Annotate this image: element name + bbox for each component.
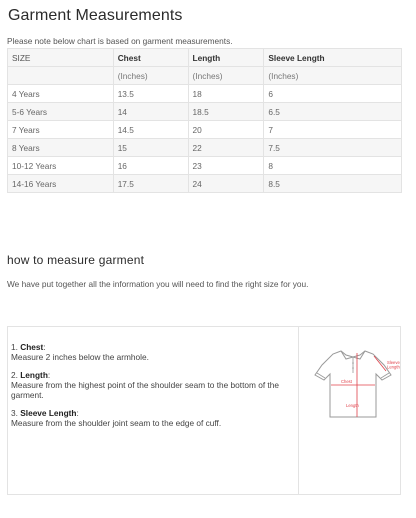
cell-size: 14-16 Years xyxy=(8,175,114,193)
chart-note: Please note below chart is based on garment measurements. xyxy=(7,36,233,46)
cell-size: 7 Years xyxy=(8,121,114,139)
step-number: 2. xyxy=(11,370,18,380)
measurement-steps xyxy=(11,342,291,436)
cell-size: 4 Years xyxy=(8,85,114,103)
cell-length: 23 xyxy=(188,157,264,175)
cell-length: 18 xyxy=(188,85,264,103)
step-label-suffix: : xyxy=(76,408,79,418)
how-to-measure-heading: how to measure garment xyxy=(7,253,145,267)
header-size: SIZE xyxy=(8,49,114,67)
step-text: Measure from the highest point of the shoulder seam to the bottom of the garment. xyxy=(11,380,279,400)
cell-chest: 14 xyxy=(113,103,188,121)
cell-chest: 15 xyxy=(113,139,188,157)
step-number: 3. xyxy=(11,408,18,418)
cell-chest: 13.5 xyxy=(113,85,188,103)
table-units-row xyxy=(8,67,402,85)
table-row xyxy=(8,175,402,193)
cell-sleeve-length: 8.5 xyxy=(264,175,402,193)
size-chart-table xyxy=(7,48,402,193)
unit-sleeve-length: (Inches) xyxy=(264,67,402,85)
page-title: Garment Measurements xyxy=(8,7,183,24)
cell-length: 18.5 xyxy=(188,103,264,121)
cell-size: 10-12 Years xyxy=(8,157,114,175)
cell-sleeve-length: 6 xyxy=(264,85,402,103)
table-row xyxy=(8,103,402,121)
step-text: Measure from the shoulder joint seam to the edge of cuff. xyxy=(11,418,222,428)
step-text: Measure 2 inches below the armhole. xyxy=(11,352,149,362)
cell-length: 22 xyxy=(188,139,264,157)
table-row xyxy=(8,85,402,103)
cell-chest: 14.5 xyxy=(113,121,188,139)
cell-length: 24 xyxy=(188,175,264,193)
cell-length: 20 xyxy=(188,121,264,139)
step-chest xyxy=(11,342,291,362)
how-to-measure-subtitle: We have put together all the information you will need to find the right size for you. xyxy=(7,279,309,289)
header-sleeve-length: Sleeve Length xyxy=(264,49,402,67)
guide-divider xyxy=(298,327,299,494)
step-title xyxy=(11,342,291,352)
cell-sleeve-length: 7 xyxy=(264,121,402,139)
step-label: Length xyxy=(20,370,48,380)
step-sleeve-length xyxy=(11,408,291,428)
table-row xyxy=(8,121,402,139)
figure-label-sleeve: Sleeve Length xyxy=(387,360,400,370)
cell-size: 5-6 Years xyxy=(8,103,114,121)
table-row xyxy=(8,157,402,175)
header-chest: Chest xyxy=(113,49,188,67)
step-number: 1. xyxy=(11,342,18,352)
step-label: Chest xyxy=(20,342,44,352)
unit-length: (Inches) xyxy=(188,67,264,85)
figure-label-length: Length xyxy=(346,403,359,408)
table-header-row xyxy=(8,49,402,67)
step-title xyxy=(11,370,291,380)
cell-chest: 16 xyxy=(113,157,188,175)
unit-size xyxy=(8,67,114,85)
header-length: Length xyxy=(188,49,264,67)
cell-size: 8 Years xyxy=(8,139,114,157)
polo-shirt-measurement-illustration xyxy=(308,345,400,425)
measurement-guide-box xyxy=(7,326,401,495)
cell-sleeve-length: 6.5 xyxy=(264,103,402,121)
cell-sleeve-length: 7.5 xyxy=(264,139,402,157)
step-label-suffix: : xyxy=(47,370,51,380)
cell-sleeve-length: 8 xyxy=(264,157,402,175)
step-title xyxy=(11,408,291,418)
unit-chest: (Inches) xyxy=(113,67,188,85)
step-label: Sleeve Length xyxy=(20,408,77,418)
cell-chest: 17.5 xyxy=(113,175,188,193)
step-length xyxy=(11,370,291,400)
figure-label-chest: Chest xyxy=(341,379,352,384)
table-row xyxy=(8,139,402,157)
step-label-suffix: : xyxy=(43,342,46,352)
